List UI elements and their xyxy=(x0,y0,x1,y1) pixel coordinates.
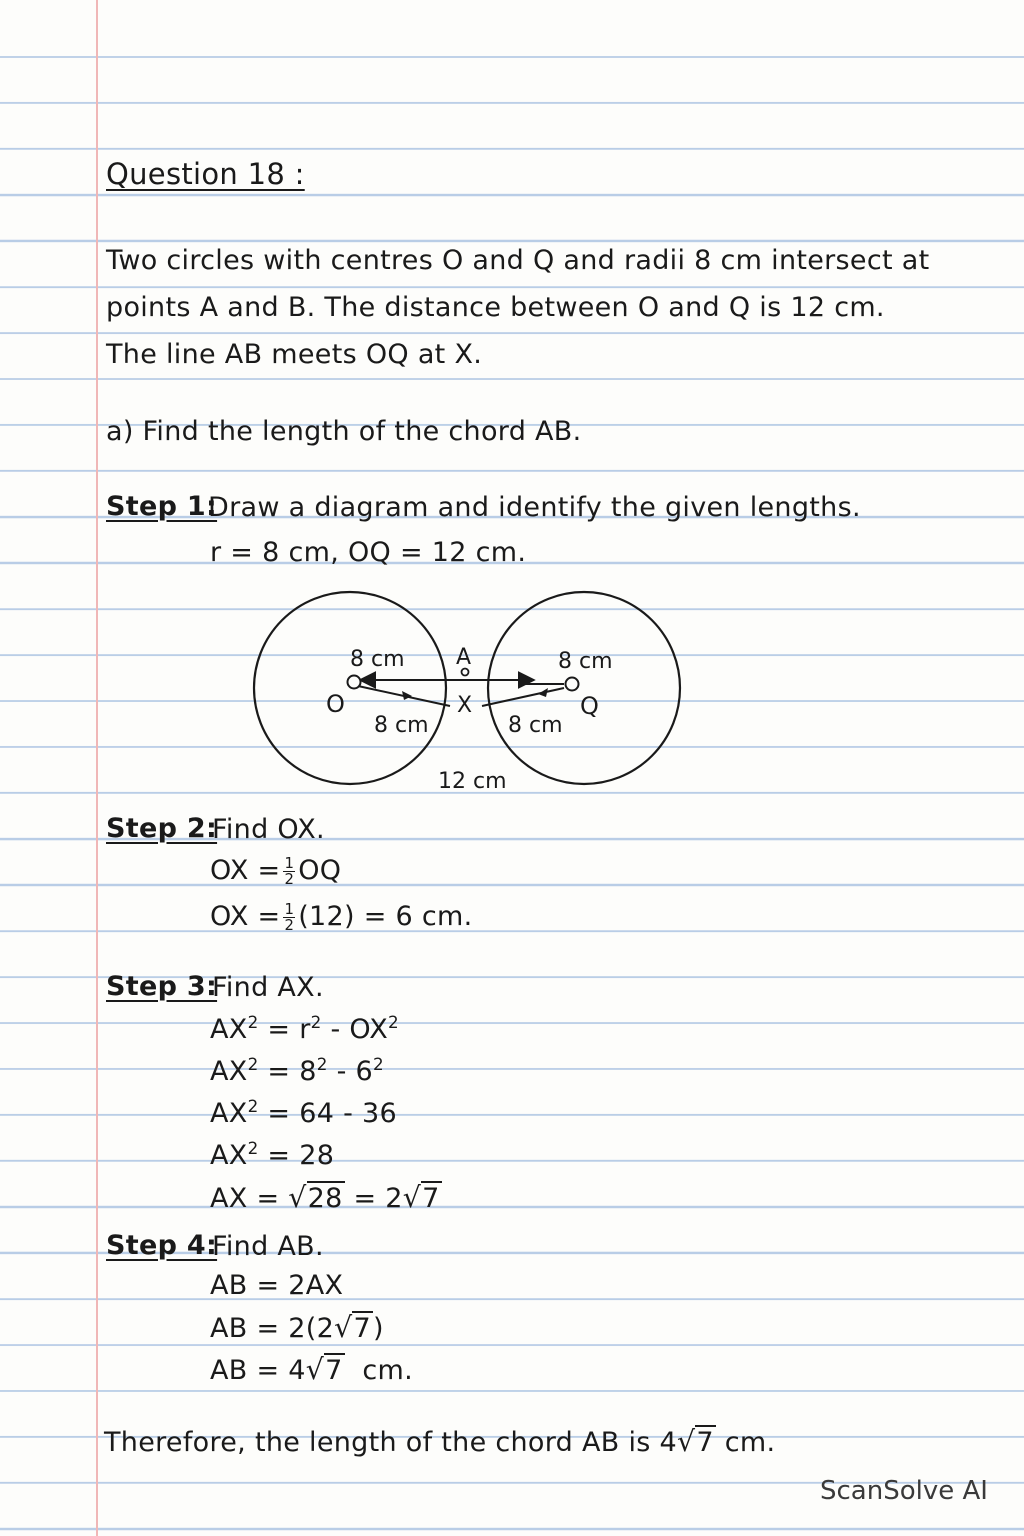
r: = r xyxy=(267,1014,311,1045)
brand-watermark: ScanSolve AI xyxy=(820,1476,988,1506)
step3-eq2 xyxy=(210,1053,384,1087)
ax: AX xyxy=(210,1098,248,1129)
step4-text: Find AB. xyxy=(212,1231,324,1262)
step1-label: Step 1: xyxy=(106,491,218,522)
radicand: 7 xyxy=(696,1427,714,1458)
problem-line-1: Two circles with centres O and Q and radii 8 cm intersect at xyxy=(106,245,930,276)
centre-q xyxy=(566,678,579,691)
ax: AX xyxy=(210,1056,248,1087)
frac-num: 1 xyxy=(284,854,295,872)
margin-line xyxy=(96,0,98,1536)
step4-eq2 xyxy=(210,1311,384,1344)
value: = 64 - 36 xyxy=(267,1098,397,1129)
ax: AX xyxy=(210,1014,248,1045)
label-8cm-top-right: 8 cm xyxy=(558,649,613,674)
label-8cm-bottom-left: 8 cm xyxy=(374,713,429,738)
step3-eq1 xyxy=(210,1011,399,1045)
unit: cm. xyxy=(724,1427,776,1458)
problem-line-3: The line AB meets OQ at X. xyxy=(106,339,483,370)
frac-num-2: 1 xyxy=(284,900,295,918)
fraction-half-2 xyxy=(283,902,295,933)
label-q: Q xyxy=(580,692,599,720)
step3-text: Find AX. xyxy=(212,972,324,1003)
step2-eq1 xyxy=(210,856,341,887)
sqrt-7: √7 xyxy=(305,1353,343,1386)
sq: 2 xyxy=(247,1137,259,1158)
sqrt-7: √7 xyxy=(677,1425,714,1458)
sqrt-28: √28 xyxy=(288,1181,343,1214)
sq: 2 xyxy=(316,1053,328,1074)
conclusion xyxy=(104,1425,776,1458)
step4-eq1: AB = 2AX xyxy=(210,1270,344,1301)
frac-den-2: 2 xyxy=(284,915,295,934)
sq: 2 xyxy=(247,1095,259,1116)
ab: AB = 2(2 xyxy=(210,1313,335,1344)
step2-text: Find OX. xyxy=(212,814,325,845)
sq: 2 xyxy=(247,1053,259,1074)
conclusion-text: Therefore, the length of the chord AB is 4 xyxy=(104,1427,678,1458)
ab: AB = 4 xyxy=(210,1355,306,1386)
step2-eq2-left: OX = xyxy=(210,900,281,932)
step1-given: r = 8 cm, OQ = 12 cm. xyxy=(210,537,527,568)
step1-text: Draw a diagram and identify the given lengths. xyxy=(208,492,861,523)
step3-eq4 xyxy=(210,1137,335,1171)
label-12cm: 12 cm xyxy=(438,769,507,794)
step2-eq1-right: OQ xyxy=(298,854,342,886)
sqrt-7: √7 xyxy=(334,1311,371,1344)
mid: = 2 xyxy=(353,1183,403,1214)
label-o: O xyxy=(326,690,345,718)
radicand: 28 xyxy=(307,1183,343,1214)
label-a: A xyxy=(456,645,472,670)
step3-eq3 xyxy=(210,1095,397,1129)
sqrt-7: √7 xyxy=(402,1181,440,1214)
part-a-question: a) Find the length of the chord AB. xyxy=(106,416,582,447)
radius-q-lower xyxy=(482,688,564,706)
value: = 28 xyxy=(267,1140,335,1171)
ox: - OX xyxy=(330,1014,389,1045)
circle-q xyxy=(488,592,680,784)
sq: 2 xyxy=(388,1011,399,1032)
step4-label: Step 4: xyxy=(106,1230,218,1261)
step3-label: Step 3: xyxy=(106,971,218,1002)
arrow-o-lower xyxy=(402,691,412,700)
ax: AX xyxy=(210,1140,248,1171)
problem-line-2: points A and B. The distance between O and Q is 12 cm. xyxy=(106,292,885,323)
label-8cm-bottom-right: 8 cm xyxy=(508,713,563,738)
radicand: 7 xyxy=(325,1355,343,1386)
step2-eq1-left: OX = xyxy=(210,854,281,886)
two-circles-diagram xyxy=(250,584,690,794)
label-x: X xyxy=(457,693,473,718)
centre-o xyxy=(348,676,361,689)
frac-den: 2 xyxy=(284,869,295,888)
sq: 2 xyxy=(310,1011,322,1032)
sq: 2 xyxy=(372,1053,384,1074)
sq: 2 xyxy=(247,1011,259,1032)
radicand: 7 xyxy=(353,1313,371,1344)
step3-eq5 xyxy=(210,1181,442,1214)
ax: AX = xyxy=(210,1183,280,1214)
step2-eq2 xyxy=(210,902,473,933)
unit: cm. xyxy=(362,1355,414,1386)
step2-label: Step 2: xyxy=(106,813,218,844)
close-paren: ) xyxy=(372,1313,384,1344)
step2-eq2-right: (12) = 6 cm. xyxy=(298,900,473,932)
radicand: 7 xyxy=(422,1183,440,1214)
six: - 6 xyxy=(336,1056,373,1087)
question-title: Question 18 : xyxy=(106,157,305,191)
step4-eq3 xyxy=(210,1353,414,1386)
label-8cm-top-left: 8 cm xyxy=(350,647,405,672)
fraction-half xyxy=(283,856,295,887)
eight: = 8 xyxy=(267,1056,317,1087)
